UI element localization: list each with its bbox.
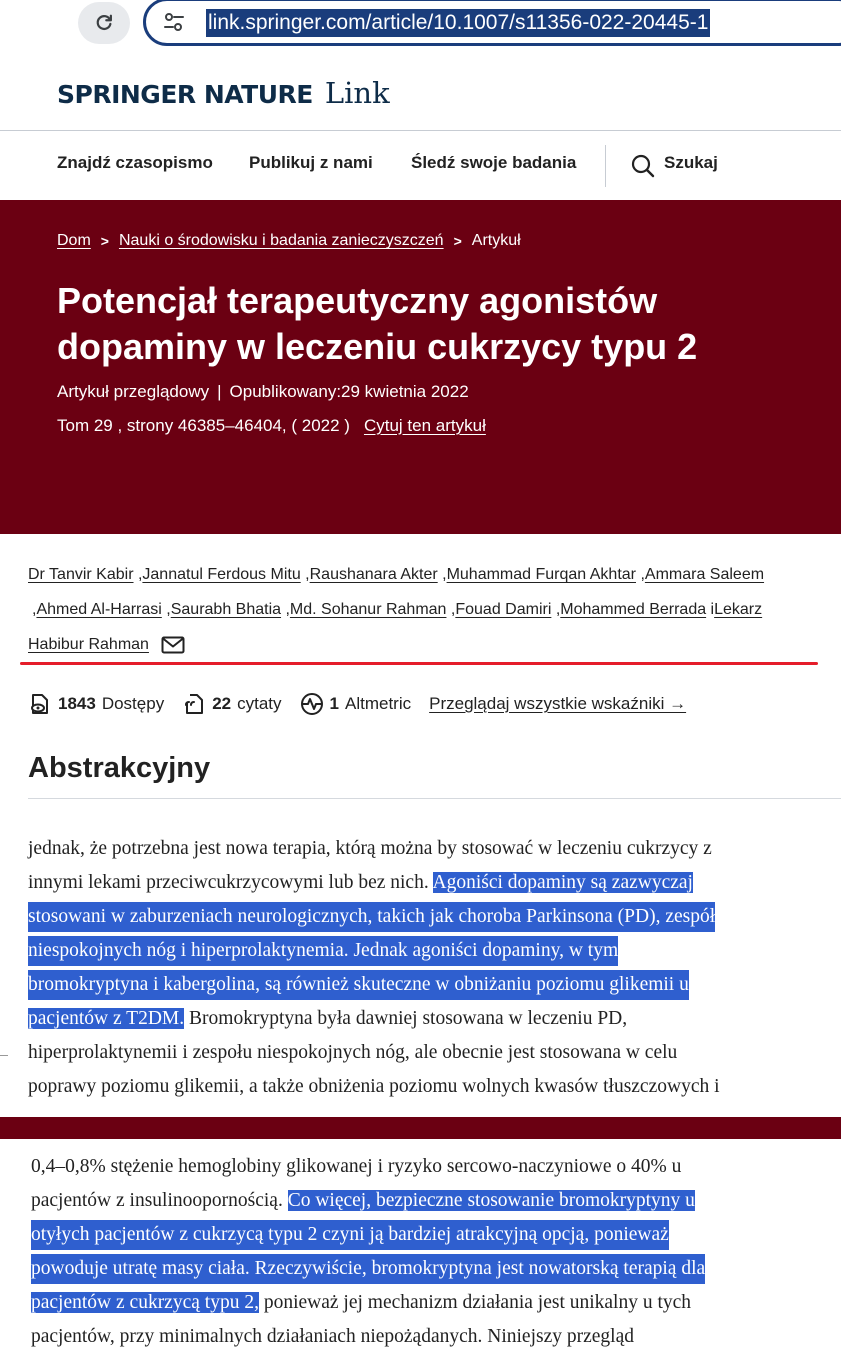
citations-metric (182, 692, 281, 716)
nav-divider (605, 145, 606, 187)
abstract-heading: Abstrakcyjny (28, 752, 211, 784)
view-all-metrics-link[interactable]: Przeglądaj wszystkie wskaźniki → (429, 694, 687, 713)
selected-text: pacjentów z cukrzycą typu 2, (31, 1292, 259, 1313)
author-link[interactable]: Muhammad Furqan Akhtar (446, 566, 636, 583)
altmetric-icon (300, 692, 324, 716)
browser-toolbar (0, 0, 841, 50)
citations-icon (182, 692, 206, 716)
accesses-icon (28, 692, 52, 716)
selected-text: pacjentów z T2DM. (28, 1008, 185, 1029)
article-volume-line (57, 416, 486, 436)
main-nav (0, 131, 841, 200)
altmetric-count: 1 (329, 694, 339, 713)
author-link[interactable]: Jannatul Ferdous Mitu (142, 566, 301, 583)
article-meta (57, 382, 469, 402)
citations-count: 22 (212, 694, 232, 713)
author-link[interactable]: Fouad Damiri (455, 601, 552, 618)
reload-icon (93, 12, 115, 34)
article-hero (0, 200, 841, 534)
brand-name: SPRINGER NATURE (57, 80, 313, 109)
tune-icon (162, 10, 186, 34)
selected-text: niespokojnych nóg i hiperprolaktynemia. Jednak agoniści dopaminy, w tym (28, 936, 618, 966)
selected-text: bromokryptyna i kabergolina, są również skuteczne w obniżaniu poziomu glikemii u (28, 970, 689, 1000)
selected-text: otyłych pacjentów z cukrzycą typu 2 czyni ją bardziej atrakcyjną opcją, ponieważ (31, 1220, 669, 1250)
brand-product: Link (324, 76, 390, 110)
meta-divider: | (217, 382, 222, 401)
springer-nature-link-logo[interactable] (57, 76, 390, 110)
text-segment: pacjentów z insulinoopornością. (31, 1190, 288, 1211)
author-link[interactable]: Saurabh Bhatia (170, 601, 282, 618)
article-title (57, 278, 837, 370)
author-link[interactable]: Ahmed Al-Harrasi (36, 601, 162, 618)
text-line: pacjentów, przy minimalnych działaniach niepożądanych. Niniejszy przegląd (31, 1326, 634, 1347)
red-underline-annotation (20, 662, 818, 665)
accesses-count: 1843 (58, 694, 96, 713)
accesses-metric (28, 692, 164, 716)
altmetric-label: Altmetric (345, 694, 412, 713)
text-segment: Bromokryptyna była dawniej stosowana w leczeniu PD, (184, 1008, 628, 1029)
article-title-line2: dopaminy w leczeniu cukrzycy typu 2 (57, 326, 698, 367)
published-date: Opublikowany:29 kwietnia 2022 (229, 382, 469, 401)
hero-band-fragment (0, 1117, 841, 1139)
author-link[interactable]: Habibur Rahman (28, 636, 149, 654)
text-line (31, 1186, 695, 1216)
breadcrumb-subject[interactable]: Nauki o środowisku i badania zanieczyszczeń (118, 232, 444, 249)
author-link[interactable]: Raushanara Akter (309, 566, 438, 583)
text-line (31, 1288, 691, 1318)
altmetric-metric (300, 692, 412, 716)
citations-label: cytaty (237, 694, 282, 713)
text-segment: innymi lekami przeciwcukrzycowymi lub bez nich. (28, 872, 433, 893)
breadcrumb-home[interactable]: Dom (57, 232, 91, 249)
reload-button[interactable] (78, 2, 130, 44)
author-line (28, 636, 185, 654)
article-title-line1: Potencjał terapeutyczny agonistów (57, 280, 658, 321)
scroll-marker (0, 1055, 8, 1056)
text-line: jednak, że potrzebna jest nowa terapia, którą można by stosować w leczeniu cukrzycy z (28, 838, 712, 859)
author-link[interactable]: Mohammed Berrada (560, 601, 707, 618)
text-line (28, 1004, 627, 1034)
selected-text: Co więcej, bezpieczne stosowanie bromokryptyny u (287, 1190, 695, 1211)
article-metrics (28, 690, 686, 718)
chevron-right-icon: > (100, 233, 109, 249)
author-link[interactable]: Lekarz (714, 601, 763, 618)
site-settings-button[interactable] (160, 8, 188, 36)
accesses-label: Dostępy (101, 694, 165, 713)
nav-publish-with-us[interactable]: Publikuj z nami (249, 153, 373, 172)
selected-text: stosowani w zaburzeniach neurologicznych, takich jak choroba Parkinsona (PD), zespół (28, 902, 715, 932)
abstract-divider (28, 798, 841, 799)
author-line: Dr Tanvir Kabir ,Jannatul Ferdous Mitu ,Raushanara Akter ,Muhammad Furqan Akhtar ,Ammara Saleem (28, 566, 765, 583)
chevron-right-icon: > (453, 233, 462, 249)
author-link[interactable]: Ammara Saleem (644, 566, 765, 583)
mail-icon[interactable] (161, 636, 185, 654)
text-line: 0,4–0,8% stężenie hemoglobiny glikowanej i ryzyko sercowo-naczyniowe o 40% u (31, 1156, 682, 1177)
selected-text: powoduje utratę masy ciała. Rzeczywiście, bromokryptyna jest nowatorską terapią dla (31, 1254, 705, 1284)
article-type: Artykuł przeglądowy (57, 382, 210, 401)
nav-search[interactable]: Szukaj (664, 153, 718, 172)
text-line: poprawy poziomu glikemii, a także obniżenia poziomu wolnych kwasów tłuszczowych i (28, 1076, 720, 1097)
text-line: hiperprolaktynemii i zespołu niespokojnych nóg, ale obecnie jest stosowana w celu (28, 1042, 678, 1063)
breadcrumb-current: Artykuł (471, 232, 521, 249)
nav-find-journal[interactable]: Znajdź czasopismo (57, 153, 213, 172)
selected-text: Agoniści dopaminy są zazwyczaj (432, 872, 693, 893)
search-icon[interactable] (630, 153, 656, 179)
author-line: ,Ahmed Al-Harrasi ,Saurabh Bhatia ,Md. Sohanur Rahman ,Fouad Damiri ,Mohammed Berrada iLekarz (32, 601, 763, 618)
site-header (0, 50, 841, 131)
nav-track-research[interactable]: Śledź swoje badania (411, 153, 577, 172)
cite-article-link[interactable]: Cytuj ten artykuł (363, 416, 486, 435)
author-link[interactable]: Dr Tanvir Kabir (28, 566, 134, 583)
volume-pages: Tom 29 , strony 46385–46404, ( 2022 ) (57, 416, 350, 435)
author-link[interactable]: Md. Sohanur Rahman (289, 601, 447, 618)
url-text[interactable]: link.springer.com/article/10.1007/s11356-022-20445-1 (206, 9, 710, 37)
breadcrumb (57, 232, 521, 250)
text-line (28, 868, 693, 898)
text-segment: ponieważ jej mechanizm działania jest unikalny u tych (258, 1292, 692, 1313)
